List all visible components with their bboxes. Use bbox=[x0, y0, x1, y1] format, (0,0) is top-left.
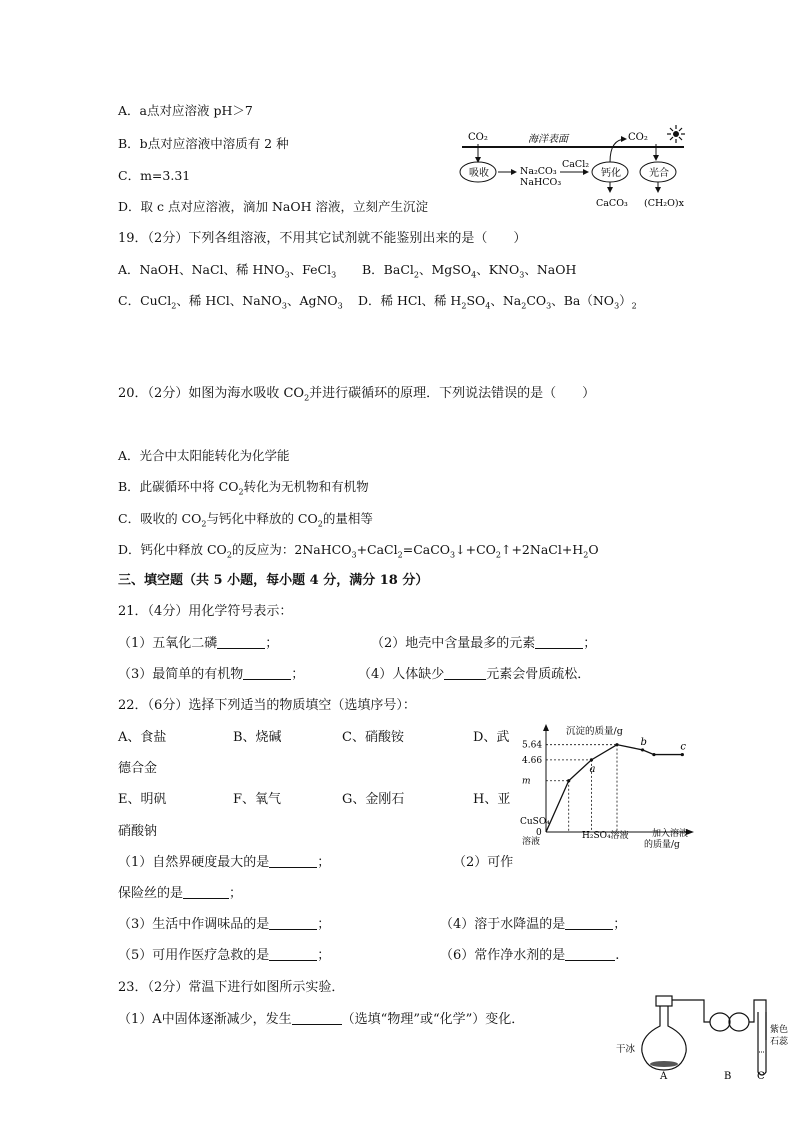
answer-blank[interactable] bbox=[243, 667, 291, 680]
caco3-label: CaCO₃ bbox=[596, 198, 628, 209]
answer-blank[interactable] bbox=[444, 667, 486, 680]
label-a: A bbox=[660, 1071, 668, 1080]
q20-option-b: B．此碳循环中将 $CO_2$转化为无机物和有机物 bbox=[118, 479, 369, 497]
q22-stem: 22．（6分）选择下列适当的物质填空（选填序号）： bbox=[118, 698, 416, 713]
q22-option-d-cont: 德合金 bbox=[118, 761, 158, 776]
q19-option-c: C．CuCl$_2$、稀 HCl、NaNO$_3$、AgNO$_3$ bbox=[118, 293, 343, 311]
tube-ab bbox=[672, 1000, 710, 1022]
q19-option-b: B．BaCl$_2$、MgSO$_4$、$KNO_3$、NaOH bbox=[362, 262, 577, 280]
ch2o-label: (CH₂O)x bbox=[644, 198, 684, 209]
q20-stem: 20．（2分）如图为海水吸收 $CO_2$并进行碳循环的原理．下列说法错误的是（ ） bbox=[118, 386, 596, 403]
calcify-label: 钙化 bbox=[601, 168, 621, 179]
q22-part-4: （4）溶于水降温的是 ； bbox=[440, 917, 627, 932]
answer-blank[interactable] bbox=[269, 917, 317, 930]
sun-icon bbox=[667, 125, 685, 143]
q21-part-3: （3）最简单的有机物 ； bbox=[118, 667, 305, 682]
answer-blank[interactable] bbox=[269, 855, 317, 868]
na2co3-label: Na₂CO₃ bbox=[520, 166, 557, 177]
q19-option-d: D．稀 HCl、稀 $H_2SO_4$、$Na_2CO_3$、$Ba(NO_3)_2$ bbox=[358, 293, 637, 311]
answer-blank[interactable] bbox=[269, 948, 317, 961]
chart-point-6 bbox=[681, 753, 684, 756]
section-3-title: 三、填空题（共 5 小题，每小题 4 分，满分 18 分） bbox=[118, 573, 429, 588]
chart-point-label-a: a bbox=[589, 763, 596, 775]
answer-blank[interactable] bbox=[183, 886, 229, 899]
q22-option-b: B、烧碱 bbox=[233, 730, 282, 745]
absorb-label: 吸收 bbox=[469, 168, 489, 179]
answer-blank[interactable] bbox=[535, 636, 583, 649]
apparatus-figure bbox=[616, 990, 788, 1080]
test-tube-c bbox=[758, 1012, 766, 1075]
q18-option-a: A．a点对应溶液 pH＞7 bbox=[118, 103, 253, 118]
q18-option-c: C．m=3.31 bbox=[118, 168, 191, 183]
chart-x-label-2: H₂SO₄溶液 bbox=[582, 831, 629, 841]
q22-option-h-cont: 硝酸钠 bbox=[118, 824, 158, 839]
q22-part-2-cont: 保险丝的是 ； bbox=[118, 886, 243, 901]
q20-option-d: D．钙化中释放 $CO_2$的反应为：$2NaHCO_3+CaCl_2=CaCO_3↓+CO_2↑+2NaCl+H_2O$ bbox=[118, 542, 599, 560]
q22-part-2: （2）可作 bbox=[453, 855, 514, 870]
precipitate-chart bbox=[520, 722, 700, 850]
q21-part-2: （2）地壳中含量最多的元素 ； bbox=[371, 636, 597, 651]
q22-option-f: F、氧气 bbox=[233, 792, 282, 807]
q23-part-1: （1）A中固体逐渐减少，发生 （选填“物理”或“化学”）变化． bbox=[118, 1012, 525, 1027]
answer-blank[interactable] bbox=[565, 948, 615, 961]
chart-y-tick-1: 4.66 bbox=[522, 755, 543, 766]
q18-option-d: D．取 c 点对应溶液，滴加 NaOH 溶液，立刻产生沉淀 bbox=[118, 199, 428, 214]
chart-point-label-b: b bbox=[640, 736, 647, 748]
chart-point-2 bbox=[590, 758, 593, 761]
flask-stopper bbox=[656, 996, 672, 1006]
chart-x-title-2: 的质量/g bbox=[644, 840, 680, 850]
q22-part-6: （6）常作净水剂的是 . bbox=[440, 948, 620, 963]
q23-stem: 23．（2分）常温下进行如图所示实验． bbox=[118, 980, 345, 995]
q22-part-3: （3）生活中作调味品的是 ； bbox=[118, 917, 331, 932]
label-b: B bbox=[724, 1071, 732, 1080]
co2-right-label: CO₂ bbox=[628, 132, 648, 143]
bulb-b-left bbox=[710, 1013, 730, 1031]
photo-label: 光合 bbox=[649, 168, 669, 179]
q19-option-a: A．NaOH、NaCl、稀 $HNO_3$、FeCl$_3$ bbox=[118, 262, 337, 280]
chart-y-tick-2: m bbox=[522, 776, 531, 787]
co2-left-label: CO₂ bbox=[468, 132, 488, 143]
litmus-label-1: 紫色 bbox=[770, 1025, 788, 1035]
dry-ice-label: 干冰 bbox=[616, 1044, 636, 1055]
q21-stem: 21．（4分）用化学符号表示： bbox=[118, 604, 293, 619]
label-c: C bbox=[757, 1071, 765, 1080]
chart-point-4 bbox=[641, 748, 644, 751]
q22-part-1: （1）自然界硬度最大的是 ； bbox=[118, 855, 331, 870]
q22-option-a: A、食盐 bbox=[118, 730, 167, 745]
dry-ice-solid bbox=[650, 1061, 678, 1067]
q19-stem: 19．（2分）下列各组溶液，不用其它试剂就不能鉴别出来的是（ ） bbox=[118, 231, 527, 246]
answer-blank[interactable] bbox=[292, 1012, 342, 1025]
chart-y-label: 沉淀的质量/g bbox=[566, 726, 623, 737]
q22-option-c: C、硝酸铵 bbox=[342, 730, 404, 745]
q22-option-g: G、金刚石 bbox=[342, 792, 405, 807]
nahco3-label: NaHCO₃ bbox=[520, 177, 562, 188]
chart-point-3 bbox=[615, 743, 618, 746]
chart-x-title-1: 加入溶液 bbox=[652, 829, 689, 839]
answer-blank[interactable] bbox=[565, 917, 613, 930]
answer-blank[interactable] bbox=[217, 636, 265, 649]
chart-point-5 bbox=[652, 753, 655, 756]
chart-x-label-1b: 溶液 bbox=[522, 837, 541, 847]
chart-series-line bbox=[546, 745, 682, 832]
chart-point-1 bbox=[567, 779, 570, 782]
q20-option-c: C．吸收的 $CO_2$与钙化中释放的 $CO_2$的量相等 bbox=[118, 511, 373, 529]
q22-part-5: （5）可用作医疗急救的是 ； bbox=[118, 948, 331, 963]
chart-point-label-c: c bbox=[680, 741, 686, 753]
q18-option-b: B．b点对应溶液中溶质有 2 种 bbox=[118, 136, 289, 151]
q22-option-e: E、明矾 bbox=[118, 792, 167, 807]
q22-option-d: D、武 bbox=[473, 730, 510, 745]
y-axis-arrow bbox=[543, 724, 549, 731]
q21-part-1: （1）五氧化二磷 ； bbox=[118, 636, 279, 651]
chart-y-tick-zero: 0 bbox=[536, 828, 542, 838]
q21-part-4: （4）人体缺少 元素会骨质疏松． bbox=[358, 667, 591, 682]
q20-option-a: A．光合中太阳能转化为化学能 bbox=[118, 448, 290, 463]
litmus-label-2: 石蕊 bbox=[770, 1037, 788, 1047]
bulb-b-right bbox=[729, 1013, 749, 1031]
flask-a bbox=[642, 1006, 686, 1070]
cacl2-label: CaCl₂ bbox=[562, 159, 590, 170]
q22-option-h: H、亚 bbox=[473, 792, 511, 807]
carbon-cycle-figure bbox=[458, 122, 694, 214]
chart-y-tick-0: 5.64 bbox=[522, 740, 543, 751]
chart-x-label-1a: CuSO₄ bbox=[520, 817, 550, 827]
ocean-surface-label: 海洋表面 bbox=[528, 134, 568, 145]
